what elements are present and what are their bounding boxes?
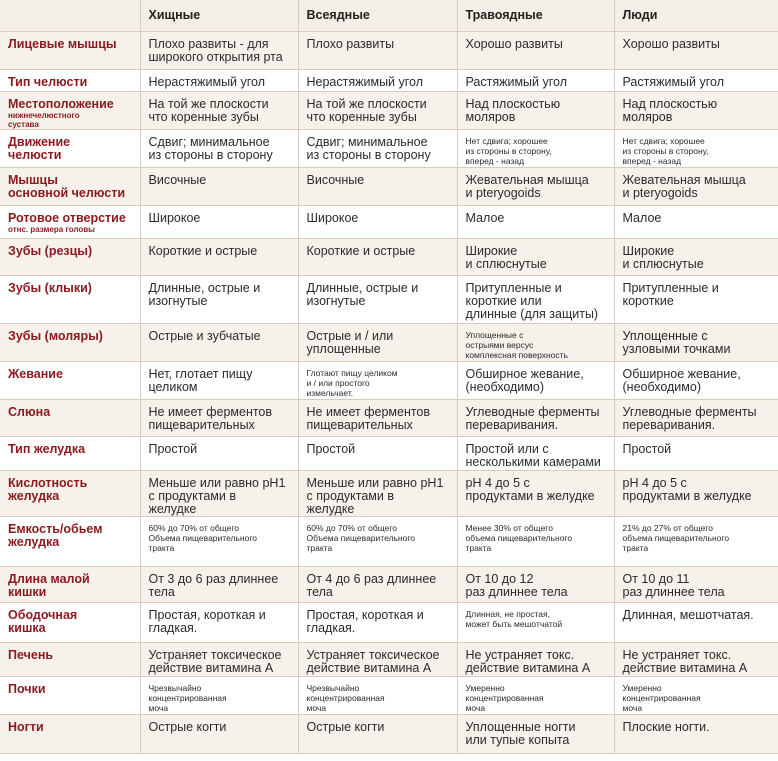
header-carnivores: Хищные	[140, 0, 298, 31]
table-cell: Длинные, острые и изогнутые	[140, 275, 298, 323]
table-row	[0, 602, 778, 642]
table-cell: Обширное жевание, (необходимо)	[457, 361, 614, 399]
table-row	[0, 167, 778, 205]
table-row	[0, 91, 778, 129]
row-label	[0, 676, 140, 714]
header-humans: Люди	[614, 0, 778, 31]
table-cell: Менее 30% от общего объема пищеварительного тракта	[457, 516, 614, 566]
row-label	[0, 275, 140, 323]
table-cell: Углеводные ферменты переваривания.	[457, 399, 614, 436]
table-cell: Широкое	[140, 205, 298, 238]
row-label	[0, 69, 140, 91]
table-cell: От 3 до 6 раз длиннее тела	[140, 566, 298, 602]
header-row	[0, 0, 778, 31]
table-cell: Длинная, не простая, может быть мешотчатой	[457, 602, 614, 642]
row-label-text: Емкость/обьем желудка	[8, 521, 103, 549]
row-label	[0, 361, 140, 399]
table-cell: Короткие и острые	[140, 238, 298, 275]
table-row	[0, 642, 778, 676]
table-cell: Височные	[298, 167, 457, 205]
row-label	[0, 31, 140, 69]
table-cell: Умеренно концентрированная моча	[614, 676, 778, 714]
table-cell: Короткие и острые	[298, 238, 457, 275]
table-cell: Простая, короткая и гладкая.	[140, 602, 298, 642]
row-label-text: Зубы (резцы)	[8, 243, 93, 258]
table-cell: 21% до 27% от общего объема пищеварительного тракта	[614, 516, 778, 566]
table-cell: Жевательная мышца и pteryogoids	[614, 167, 778, 205]
table-cell: Острые когти	[298, 714, 457, 753]
table-cell: Сдвиг; минимальное из стороны в сторону	[140, 129, 298, 167]
table-cell: Нет сдвига; хорошее из стороны в сторону, вперед - назад	[457, 129, 614, 167]
row-label	[0, 642, 140, 676]
row-label	[0, 714, 140, 753]
table-cell: Притупленные и короткие	[614, 275, 778, 323]
row-label	[0, 470, 140, 516]
row-label-subtext: отнс. размера головы	[8, 224, 95, 234]
table-cell: Устраняет токсическое действие витамина А	[140, 642, 298, 676]
table-cell: Растяжимый угол	[457, 69, 614, 91]
table-row	[0, 205, 778, 238]
table-row	[0, 676, 778, 714]
table-cell: Меньше или равно pH1 с продуктами в желудке	[140, 470, 298, 516]
table-cell: Хорошо развиты	[457, 31, 614, 69]
row-label	[0, 602, 140, 642]
row-label-text: Мышцы основной челюсти	[8, 172, 126, 200]
row-label-text: Ногти	[8, 719, 44, 734]
table-cell: На той же плоскости что коренные зубы	[140, 91, 298, 129]
table-cell: 60% до 70% от общего Объема пищеварительного тракта	[140, 516, 298, 566]
row-label	[0, 205, 140, 238]
table-cell: Нет сдвига; хорошее из стороны в сторону, вперед - назад	[614, 129, 778, 167]
row-label	[0, 129, 140, 167]
table-cell: Уплощенные ногти или тупые копыта	[457, 714, 614, 753]
table-row	[0, 31, 778, 69]
table-cell: От 4 до 6 раз длиннее тела	[298, 566, 457, 602]
table-cell: Жевательная мышца и pteryogoids	[457, 167, 614, 205]
row-label-text: Местоположение	[8, 96, 114, 111]
row-label	[0, 167, 140, 205]
row-label-text: Кислотность желудка	[8, 475, 88, 503]
row-label-text: Зубы (клыки)	[8, 280, 92, 295]
row-label-text: Жевание	[8, 366, 63, 381]
header-herbivores: Травоядные	[457, 0, 614, 31]
table-cell: Уплощенные с узловыми точками	[614, 323, 778, 361]
table-cell: Умеренно концентрированная моча	[457, 676, 614, 714]
table-cell: Хорошо развиты	[614, 31, 778, 69]
table-cell: Простой	[614, 436, 778, 470]
row-label	[0, 323, 140, 361]
table-row	[0, 399, 778, 436]
table-cell: Нет, глотает пищу целиком	[140, 361, 298, 399]
table-cell: Сдвиг; минимальное из стороны в сторону	[298, 129, 457, 167]
table-cell: Височные	[140, 167, 298, 205]
row-label-text: Движение челюсти	[8, 134, 71, 162]
table-cell: Широкие и сплюснутые	[457, 238, 614, 275]
table-cell: Обширное жевание, (необходимо)	[614, 361, 778, 399]
table-cell: Широкие и сплюснутые	[614, 238, 778, 275]
table-cell: Не имеет ферментов пищеварительных	[140, 399, 298, 436]
row-label	[0, 399, 140, 436]
table-cell: Чрезвычайно концентрированная моча	[140, 676, 298, 714]
table-cell: Плохо развиты	[298, 31, 457, 69]
table-row	[0, 516, 778, 566]
row-label-text: Тип челюсти	[8, 74, 88, 89]
row-label-text: Слюна	[8, 404, 51, 419]
table-row	[0, 129, 778, 167]
row-label-text: Лицевые мышцы	[8, 36, 117, 51]
table-cell: Углеводные ферменты переваривания.	[614, 399, 778, 436]
table-cell: Глотают пищу целиком и / или простого измельчает.	[298, 361, 457, 399]
table-row	[0, 69, 778, 91]
table-cell: Плоские ногти.	[614, 714, 778, 753]
table-cell: Нерастяжимый угол	[298, 69, 457, 91]
table-cell: Над плоскостью моляров	[457, 91, 614, 129]
table-row	[0, 275, 778, 323]
table-cell: 60% до 70% от общего Объема пищеварительного тракта	[298, 516, 457, 566]
row-label	[0, 91, 140, 129]
row-label-text: Ободочная кишка	[8, 607, 78, 635]
row-label-subtext: нижнечелюстного сустава	[8, 110, 80, 129]
row-label	[0, 436, 140, 470]
row-label-text: Длина малой кишки	[8, 571, 90, 599]
table-cell: Устраняет токсическое действие витамина А	[298, 642, 457, 676]
row-label-text: Почки	[8, 681, 46, 696]
table-cell: От 10 до 11 раз длиннее тела	[614, 566, 778, 602]
table-cell: От 10 до 12 раз длиннее тела	[457, 566, 614, 602]
table-cell: Малое	[614, 205, 778, 238]
table-cell: Растяжимый угол	[614, 69, 778, 91]
table-row	[0, 470, 778, 516]
table-cell: Простой	[140, 436, 298, 470]
table-cell: Не устраняет токс. действие витамина А	[457, 642, 614, 676]
table-cell: Длинные, острые и изогнутые	[298, 275, 457, 323]
header-omnivores: Всеядные	[298, 0, 457, 31]
row-label-text: Ротовое отверстие	[8, 210, 126, 225]
table-cell: Не устраняет токс. действие витамина А	[614, 642, 778, 676]
table-cell: Острые и / или уплощенные	[298, 323, 457, 361]
table-row	[0, 238, 778, 275]
table-cell: Уплощенные с острыями версус комплексная поверхность	[457, 323, 614, 361]
table-cell: Острые и зубчатые	[140, 323, 298, 361]
table-cell: Широкое	[298, 205, 457, 238]
table-cell: Над плоскостью моляров	[614, 91, 778, 129]
table-cell: Притупленные и короткие или длинные (для защиты)	[457, 275, 614, 323]
table-cell: Острые когти	[140, 714, 298, 753]
table-cell: На той же плоскости что коренные зубы	[298, 91, 457, 129]
header-corner	[0, 0, 140, 31]
table-cell: Простая, короткая и гладкая.	[298, 602, 457, 642]
table-row	[0, 436, 778, 470]
table-cell: Простой или с несколькими камерами	[457, 436, 614, 470]
table-row	[0, 323, 778, 361]
table-cell: Длинная, мешотчатая.	[614, 602, 778, 642]
table-row	[0, 714, 778, 753]
table-cell: Малое	[457, 205, 614, 238]
row-label-text: Зубы (моляры)	[8, 328, 103, 343]
table-row	[0, 361, 778, 399]
row-label-text: Тип желудка	[8, 441, 86, 456]
row-label	[0, 566, 140, 602]
table-cell: Нерастяжимый угол	[140, 69, 298, 91]
row-label	[0, 238, 140, 275]
table-cell: pH 4 до 5 с продуктами в желудке	[614, 470, 778, 516]
table-cell: Меньше или равно pH1 с продуктами в желудке	[298, 470, 457, 516]
table-cell: Чрезвычайно концентрированная моча	[298, 676, 457, 714]
table-cell: Простой	[298, 436, 457, 470]
row-label-text: Печень	[8, 647, 54, 662]
table-cell: pH 4 до 5 с продуктами в желудке	[457, 470, 614, 516]
table-row	[0, 566, 778, 602]
table-cell: Не имеет ферментов пищеварительных	[298, 399, 457, 436]
row-label	[0, 516, 140, 566]
table-body	[0, 31, 778, 753]
table-cell: Плохо развиты - для широкого открытия рта	[140, 31, 298, 69]
